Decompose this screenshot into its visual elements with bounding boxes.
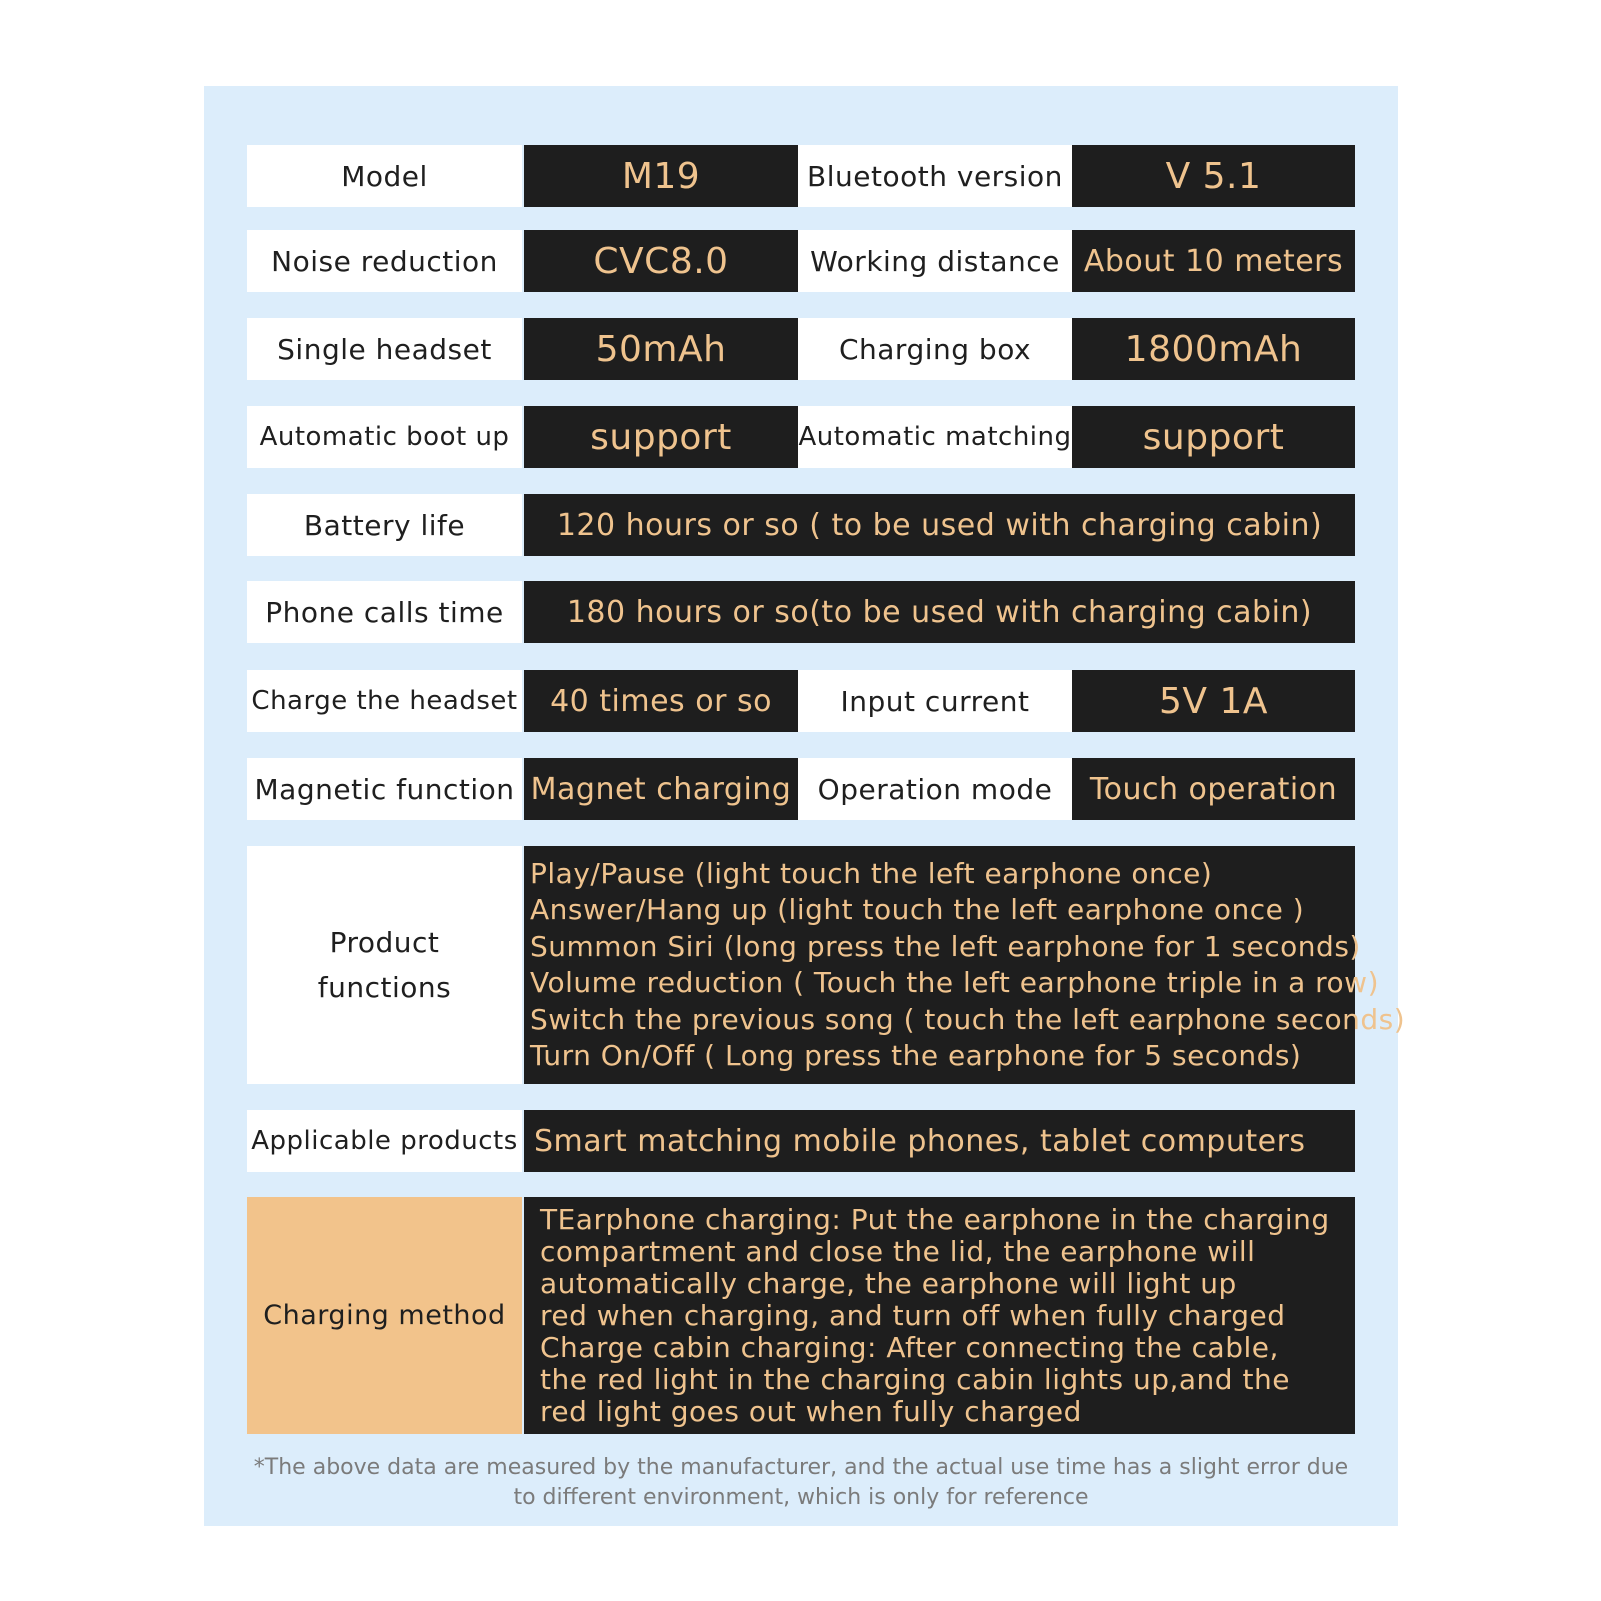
automatic-boot-up-label: Automatic boot up	[247, 406, 522, 468]
charging-method-description	[524, 1197, 1355, 1434]
charge-headset-value: 40 times or so	[524, 670, 798, 732]
charging-method-line: compartment and close the lid, the earphone will	[540, 1234, 1256, 1268]
function-item: Turn On/Off ( Long press the earphone for 5 seconds)	[530, 1039, 1302, 1072]
single-headset-label: Single headset	[247, 318, 522, 380]
footnote-line2: to different environment, which is only for reference	[513, 1485, 1089, 1510]
working-distance-value: About 10 meters	[1072, 230, 1355, 292]
battery-life-label: Battery life	[247, 494, 522, 556]
automatic-matching-label: Automatic matching	[798, 406, 1072, 468]
spec-row-model	[247, 145, 1355, 207]
single-headset-value: 50mAh	[524, 318, 798, 380]
input-current-value: 5V 1A	[1072, 670, 1355, 732]
function-item: Switch the previous song ( touch the left earphone seconds)	[530, 1002, 1406, 1036]
product-functions-label-line2: functions	[317, 971, 452, 1004]
magnetic-function-value: Magnet charging	[524, 758, 798, 820]
spec-row-noise-reduction	[247, 230, 1355, 292]
automatic-boot-up-value: support	[524, 406, 798, 468]
charging-box-value: 1800mAh	[1072, 318, 1355, 380]
charge-headset-label: Charge the headset	[247, 670, 522, 732]
input-current-label: Input current	[798, 670, 1072, 732]
charging-method-line: red when charging, and turn off when fully charged	[540, 1298, 1286, 1332]
applicable-products-label: Applicable products	[247, 1110, 522, 1172]
charging-method-line: TEarphone charging: Put the earphone in the charging	[540, 1202, 1330, 1236]
charging-method-line: Charge cabin charging: After connecting the cable,	[540, 1330, 1279, 1364]
spec-row-applicable-products	[247, 1110, 1355, 1172]
charging-method-line: red light goes out when fully charged	[540, 1394, 1082, 1428]
battery-life-value: 120 hours or so ( to be used with charging cabin)	[524, 494, 1355, 556]
charging-method-line: the red light in the charging cabin lights up,and the	[540, 1362, 1290, 1396]
spec-row-automatic	[247, 406, 1355, 468]
model-label: Model	[247, 145, 522, 207]
product-functions-list	[524, 846, 1406, 1084]
operation-mode-label: Operation mode	[798, 758, 1072, 820]
model-value: M19	[524, 145, 798, 207]
footnote-line1: *The above data are measured by the manufacturer, and the actual use time has a slight error due	[253, 1455, 1349, 1480]
noise-reduction-label: Noise reduction	[247, 230, 522, 292]
function-item: Volume reduction ( Touch the left earphone triple in a row)	[530, 966, 1380, 999]
function-item: Play/Pause (light touch the left earphone once)	[530, 856, 1213, 890]
spec-row-phone-calls	[247, 581, 1355, 643]
automatic-matching-value: support	[1072, 406, 1355, 468]
function-item: Answer/Hang up (light touch the left earphone once )	[530, 893, 1305, 926]
product-functions-label-line1: Product	[329, 926, 440, 959]
spec-row-charge	[247, 670, 1355, 732]
spec-row-product-functions	[247, 846, 1406, 1084]
phone-calls-time-label: Phone calls time	[247, 581, 522, 643]
spec-row-battery-life	[247, 494, 1355, 556]
product-functions-label	[247, 846, 522, 1084]
operation-mode-value: Touch operation	[1072, 758, 1355, 820]
charging-box-label: Charging box	[798, 318, 1072, 380]
magnetic-function-label: Magnetic function	[247, 758, 522, 820]
phone-calls-time-value: 180 hours or so(to be used with charging cabin)	[524, 581, 1355, 643]
footnote	[204, 1453, 1398, 1513]
spec-row-magnetic	[247, 758, 1355, 820]
bluetooth-version-label: Bluetooth version	[798, 145, 1072, 207]
charging-method-label: Charging method	[247, 1197, 522, 1434]
function-item: Summon Siri (long press the left earphone for 1 seconds)	[530, 929, 1361, 963]
spec-row-charging-method	[247, 1197, 1355, 1434]
noise-reduction-value: CVC8.0	[524, 230, 798, 292]
applicable-products-value: Smart matching mobile phones, tablet computers	[524, 1110, 1355, 1172]
working-distance-label: Working distance	[798, 230, 1072, 292]
charging-method-line: automatically charge, the earphone will light up	[540, 1266, 1237, 1300]
spec-row-battery-capacity	[247, 318, 1355, 380]
bluetooth-version-value: V 5.1	[1072, 145, 1355, 207]
